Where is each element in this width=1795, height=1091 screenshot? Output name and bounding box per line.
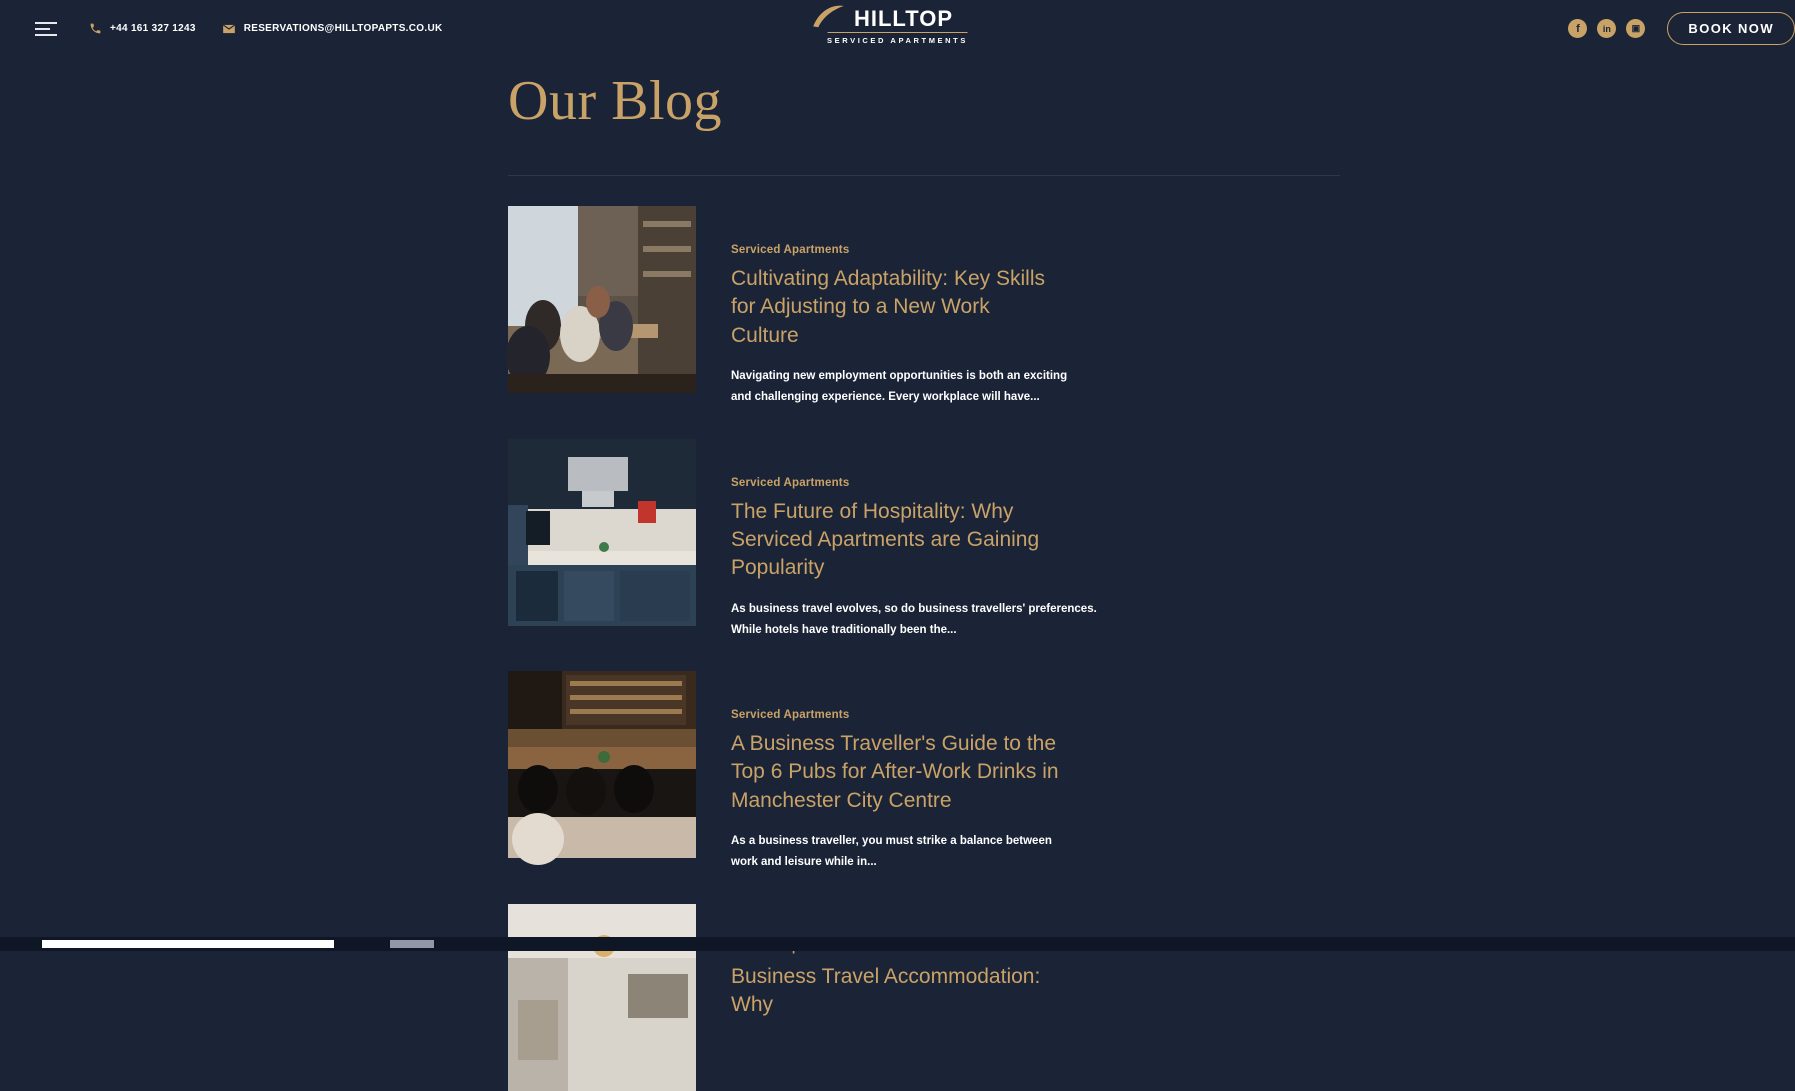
post-excerpt: Navigating new employment opportunities is both an exciting and challenging experience. Every workplace will have... <box>731 370 1068 404</box>
linkedin-icon[interactable]: in <box>1597 19 1616 38</box>
list-item <box>508 439 1340 642</box>
title-divider <box>508 175 1340 176</box>
post-thumbnail[interactable] <box>508 206 696 393</box>
post-body <box>731 439 1101 642</box>
hamburger-bar <box>35 34 57 36</box>
header-right-group <box>1568 0 1795 57</box>
logo-sub-text: SERVICED APARTMENTS <box>827 36 968 45</box>
list-item <box>508 904 1340 1091</box>
page-body <box>0 57 1795 1017</box>
facebook-icon[interactable]: f <box>1568 19 1587 38</box>
hamburger-bar <box>35 22 57 24</box>
post-excerpt: As a business traveller, you must strike a balance between work and leisure while in... <box>731 835 1052 869</box>
hamburger-icon[interactable] <box>35 22 57 36</box>
list-item <box>508 671 1340 874</box>
people-meeting-in-kitchen-photo <box>508 206 696 393</box>
post-title[interactable]: Business Travel Accommodation: Why <box>731 964 1041 1017</box>
email-link[interactable] <box>222 22 443 36</box>
post-body <box>731 671 1076 874</box>
blog-content <box>508 57 1340 1091</box>
logo-divider <box>827 32 968 33</box>
modern-kitchen-photo <box>508 439 696 626</box>
post-body <box>731 904 1061 1091</box>
email-address: RESERVATIONS@HILLTOPAPTS.CO.UK <box>243 23 443 34</box>
post-title[interactable]: The Future of Hospitality: Why Serviced Apartments are Gaining Popularity <box>731 499 1040 580</box>
post-category[interactable]: Serviced Apartments <box>731 476 850 489</box>
logo-wordmark <box>827 8 968 30</box>
site-logo[interactable] <box>827 8 968 45</box>
instagram-icon[interactable]: ▣ <box>1626 19 1645 38</box>
horizontal-scrollbar-thumb[interactable] <box>42 940 334 948</box>
phone-icon <box>89 22 102 35</box>
logo-main-text: HILLTOP <box>853 6 954 31</box>
post-title[interactable]: A Business Traveller's Guide to the Top 6 Pubs for After-Work Drinks in Manchester City Centre <box>731 732 1059 812</box>
horizontal-scrollbar-thumb-secondary[interactable] <box>390 940 434 948</box>
bedroom-interior-photo <box>508 904 696 1091</box>
page-title: Our Blog <box>508 70 722 132</box>
swoosh-icon <box>811 4 845 30</box>
hamburger-bar <box>35 28 50 30</box>
post-category[interactable]: Serviced Apartments <box>731 244 850 256</box>
horizontal-scrollbar[interactable] <box>0 937 1795 951</box>
list-item <box>508 206 1340 409</box>
post-excerpt: As business travel evolves, so do business travellers' preferences. While hotels have traditionally been the... <box>731 602 1097 636</box>
pub-bar-interior-photo <box>508 671 696 858</box>
envelope-icon <box>222 22 236 36</box>
post-title[interactable]: Cultivating Adaptability: Key Skills for Adjusting to a New Work Culture <box>731 267 1045 347</box>
header-contact-group <box>89 22 442 36</box>
site-header <box>0 0 1795 57</box>
book-now-button[interactable]: BOOK NOW <box>1667 12 1795 45</box>
phone-link[interactable] <box>89 22 196 35</box>
post-category[interactable]: Serviced Apartments <box>731 709 850 722</box>
post-thumbnail[interactable] <box>508 439 696 626</box>
post-thumbnail[interactable] <box>508 904 696 1091</box>
phone-number: +44 161 327 1243 <box>110 23 196 34</box>
post-body <box>731 206 1081 409</box>
post-thumbnail[interactable] <box>508 671 696 858</box>
